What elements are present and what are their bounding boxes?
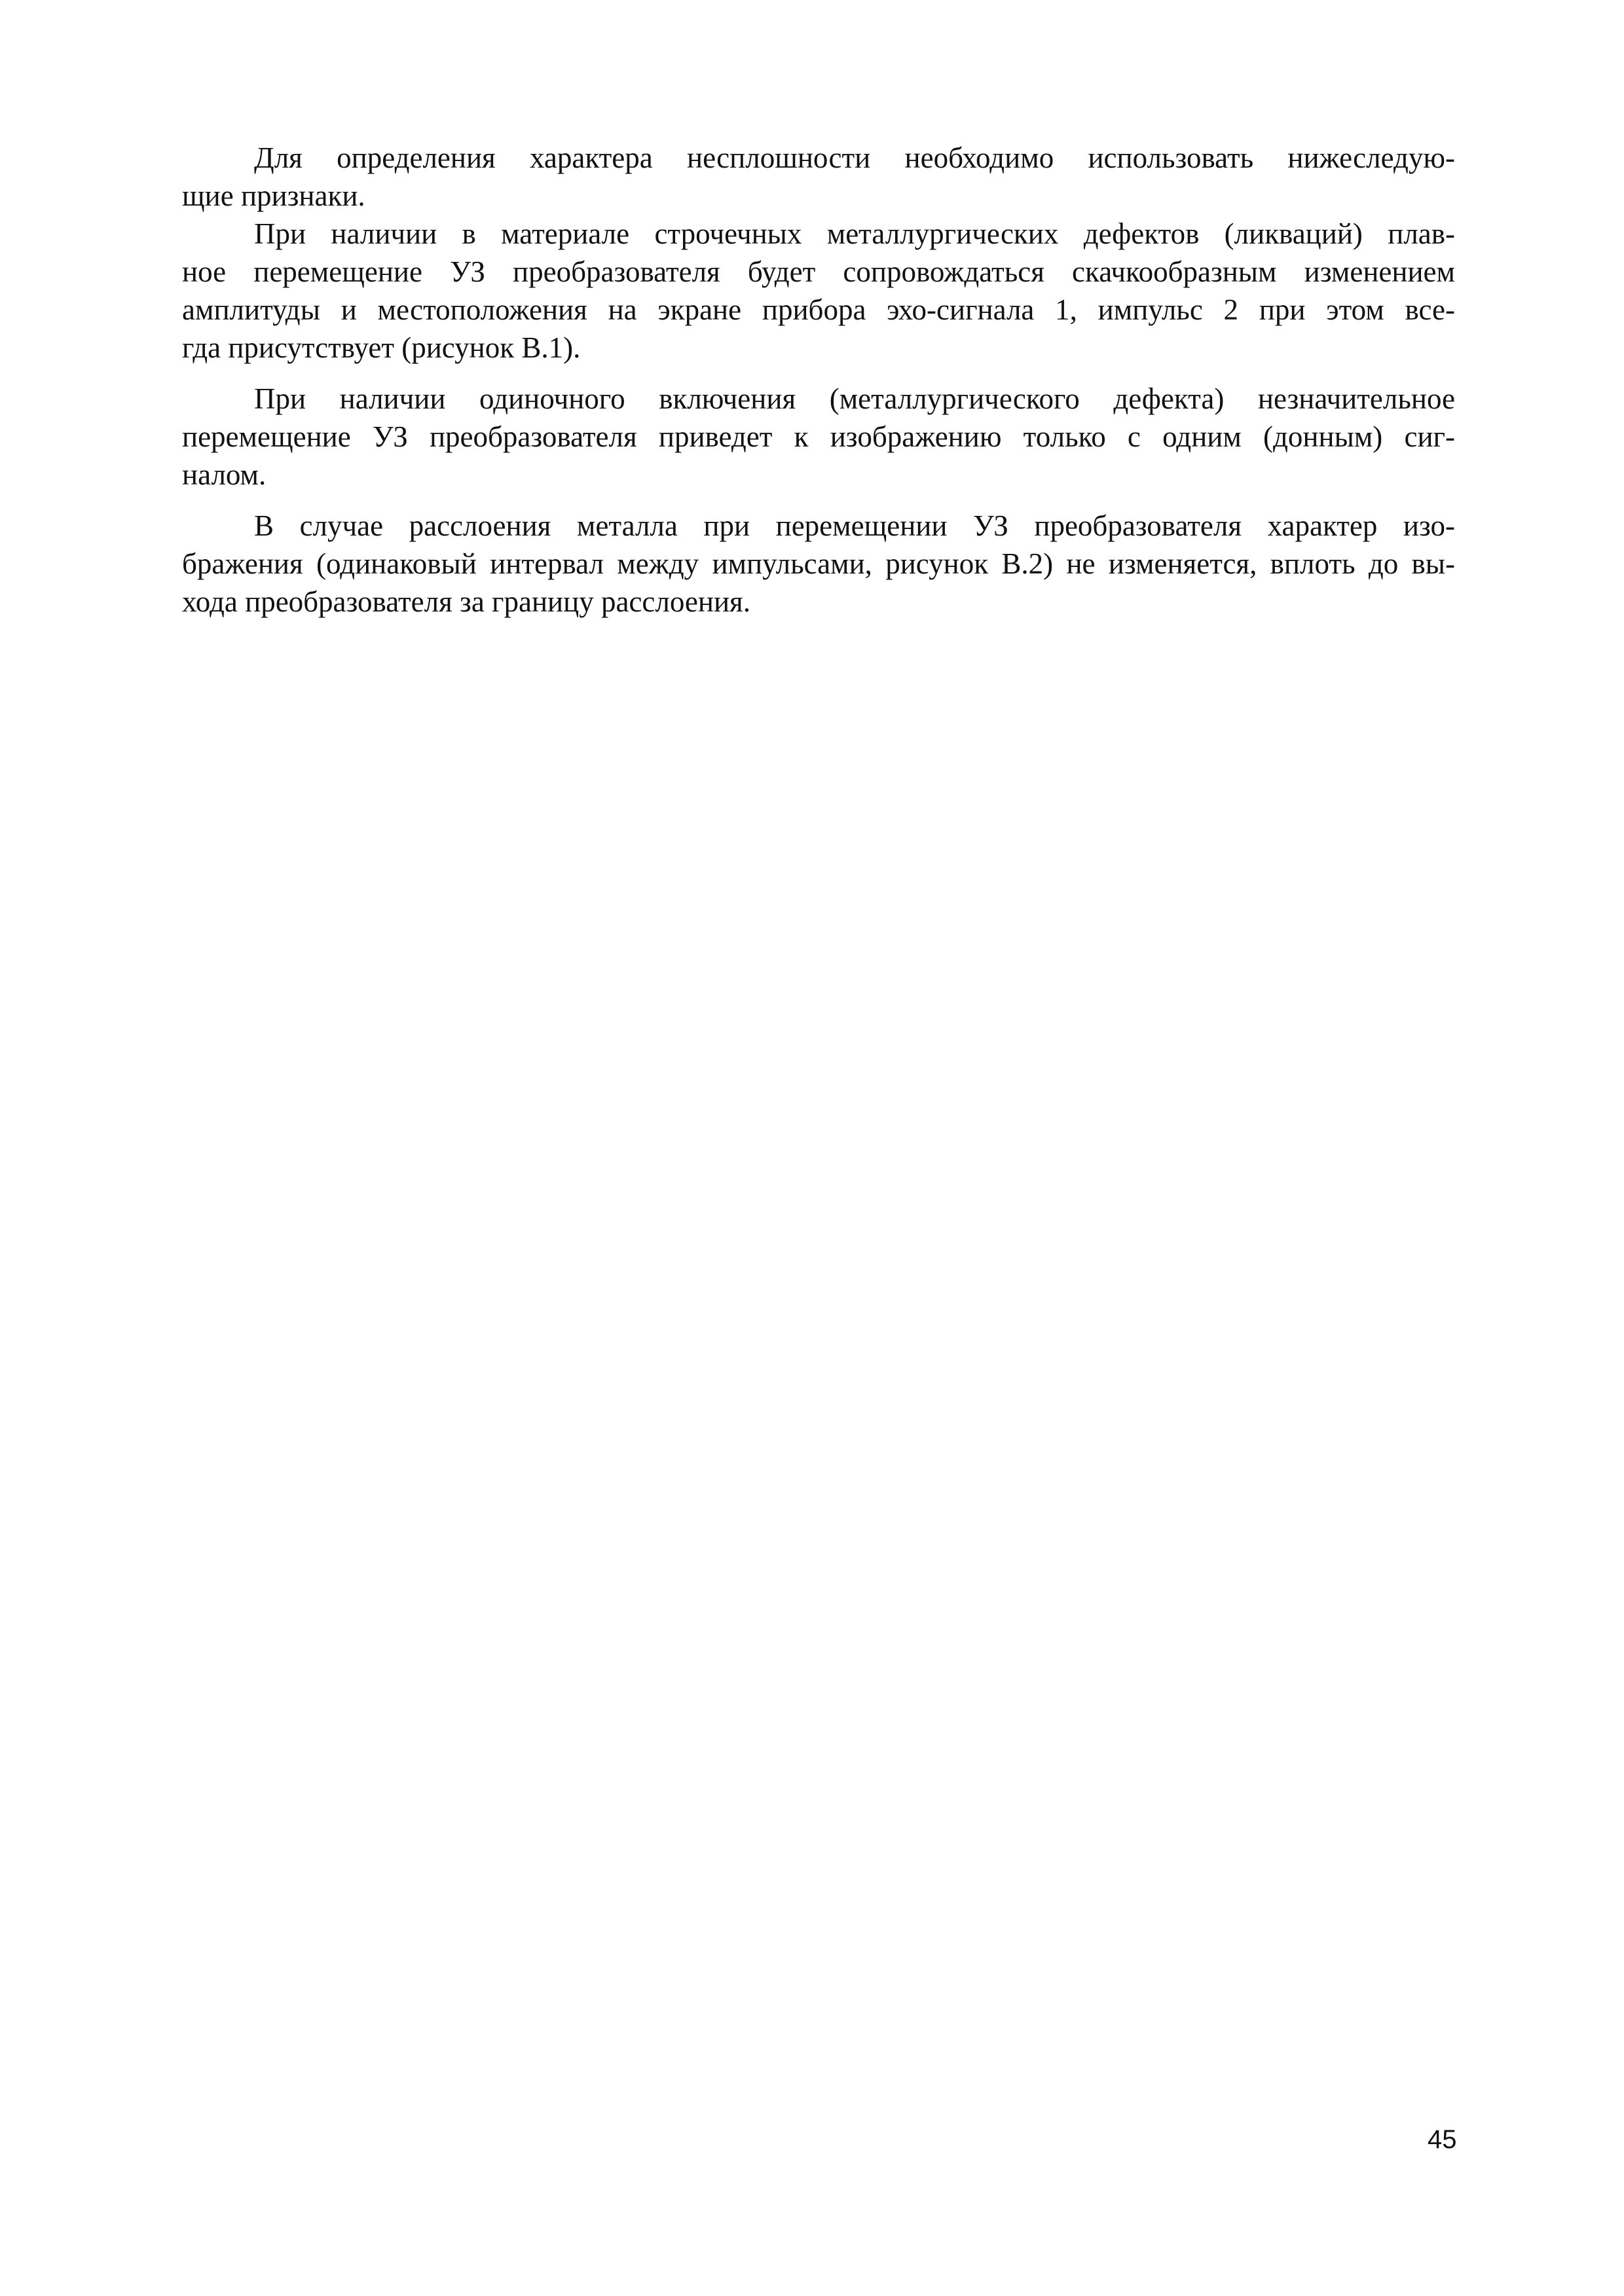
paragraph-line: В случае расслоения металла при перемещении УЗ преобразователя характер изо-: [254, 509, 1455, 542]
paragraph-line: гда присутствует (рисунок В.1).: [182, 331, 581, 364]
paragraph-line: хода преобразователя за границу расслоения.: [182, 585, 750, 618]
paragraph-line: налом.: [182, 458, 267, 491]
paragraph-1: [182, 139, 1455, 215]
paragraph-line: При наличии одиночного включения (металлургического дефекта) незначительное: [254, 382, 1455, 415]
paragraph-2: [182, 215, 1455, 367]
paragraph-line: ное перемещение УЗ преобразователя будет сопровождаться скачкообразным изменением: [182, 255, 1455, 288]
paragraph-line: амплитуды и местоположения на экране прибора эхо-сигнала 1, импульс 2 при этом все-: [182, 293, 1455, 326]
paragraph-3: [182, 380, 1455, 494]
paragraph-line: щие признаки.: [182, 179, 365, 212]
paragraph-gap: [182, 494, 1455, 507]
paragraph-line: При наличии в материале строчечных металлургических дефектов (ликваций) плав-: [254, 217, 1455, 250]
paragraph-line: Для определения характера несплошности необходимо использовать нижеследую-: [254, 141, 1455, 174]
paragraph-gap: [182, 367, 1455, 380]
page-number: 45: [1428, 2125, 1457, 2154]
paragraph-4: [182, 507, 1455, 621]
paragraph-line: перемещение УЗ преобразователя приведет к изображению только с одним (донным) сиг-: [182, 420, 1455, 453]
paragraph-line: бражения (одинаковый интервал между импульсами, рисунок В.2) не изменяется, вплоть до вы-: [182, 547, 1455, 580]
body-text: [182, 139, 1455, 621]
